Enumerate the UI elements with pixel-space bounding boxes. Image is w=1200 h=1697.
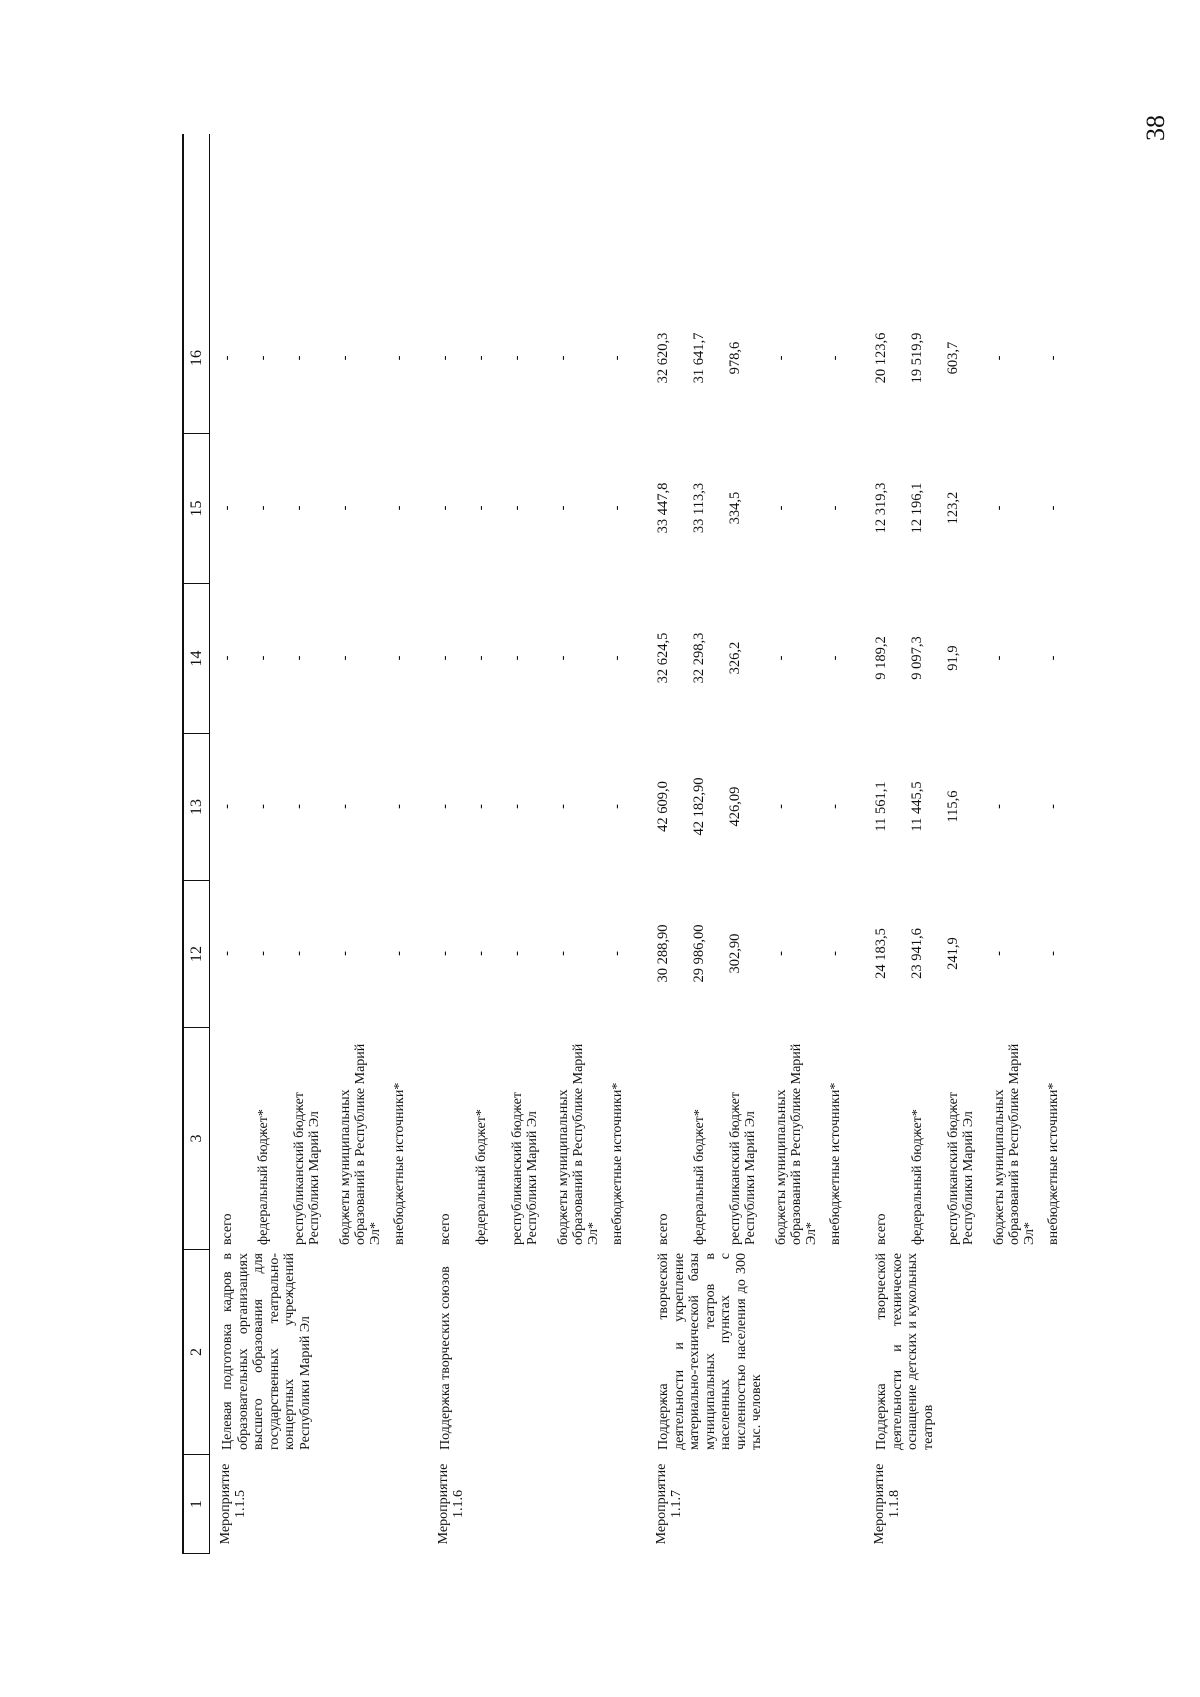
value-cell: 241,9: [945, 937, 961, 970]
funding-source: республиканский бюджет Республики Марий Эл: [510, 1092, 540, 1245]
value-cell: -: [391, 951, 407, 956]
value-cell: 302,90: [727, 933, 743, 974]
value-cell: 42 182,90: [691, 777, 707, 836]
table-row: [936, 283, 982, 1249]
value-cell: -: [991, 804, 1007, 809]
value-cell: -: [255, 655, 271, 661]
funding-source: федеральный бюджет*: [256, 1109, 271, 1245]
value-cell: -: [437, 355, 453, 361]
value-cell: -: [991, 655, 1007, 661]
value-cell: -: [337, 951, 353, 956]
funding-source: республиканский бюджет Республики Марий Эл: [292, 1092, 322, 1245]
value-cell: -: [255, 804, 271, 809]
value-cell: -: [1045, 951, 1061, 956]
value-cell: -: [609, 655, 625, 661]
value-cell: -: [991, 505, 1007, 511]
table-group: [646, 134, 864, 1554]
value-cell: -: [1045, 505, 1061, 511]
value-cell: 20 123,6: [873, 332, 889, 384]
value-cell: -: [255, 951, 271, 956]
funding-source: бюджеты муниципальных образований в Республике Марий Эл*: [774, 1043, 819, 1245]
funding-source: федеральный бюджет*: [474, 1109, 489, 1245]
measure-id-cell: [646, 1454, 864, 1554]
value-cell: -: [473, 505, 489, 511]
table-row: [864, 283, 900, 1249]
value-cell: 29 986,00: [691, 924, 707, 983]
value-cell: -: [255, 355, 271, 361]
table-row: [246, 283, 282, 1249]
value-cell: -: [337, 355, 353, 361]
funding-source: внебюджетные источники*: [1046, 1082, 1061, 1245]
table-header: [182, 134, 210, 1554]
value-cell: -: [827, 951, 843, 956]
header-cell: 12: [184, 880, 209, 1027]
measure-id: Мероприятие 1.1.5: [218, 1463, 248, 1545]
budget-table: [182, 134, 1172, 1554]
value-cell: -: [473, 951, 489, 956]
value-cell: 32 620,3: [655, 332, 671, 384]
header-cell: 2: [184, 1249, 209, 1454]
value-cell: -: [473, 804, 489, 809]
funding-source: федеральный бюджет*: [692, 1109, 707, 1245]
value-cell: -: [509, 505, 525, 511]
table-group: [428, 134, 646, 1554]
measure-name: Поддержка творческой деятельности и техническое оснащение детских и кукольных театров: [874, 1253, 936, 1450]
value-cell: -: [437, 951, 453, 956]
table-row: [546, 283, 600, 1249]
value-cell: -: [991, 355, 1007, 361]
value-cell: -: [555, 655, 571, 661]
measure-name: Поддержка творческих союзов: [438, 1266, 453, 1450]
table-row: [900, 283, 936, 1249]
value-cell: -: [291, 505, 307, 511]
value-cell: 30 288,90: [655, 924, 671, 983]
measure-name: Целевая подготовка кадров в образовательных организациях высшего образования для государственных театрально-концертных учреждений Республики Марий Эл: [220, 1253, 313, 1450]
value-cell: -: [555, 505, 571, 511]
value-cell: -: [473, 655, 489, 661]
table-row: [210, 283, 246, 1249]
table-group: [864, 134, 1082, 1554]
value-cell: 12 319,3: [873, 482, 889, 534]
value-cell: -: [827, 804, 843, 809]
value-cell: -: [291, 355, 307, 361]
header-cell: 3: [184, 1027, 209, 1249]
value-cell: 426,09: [727, 786, 743, 827]
value-cell: -: [609, 951, 625, 956]
value-cell: 33 113,3: [691, 482, 707, 534]
value-cell: -: [773, 804, 789, 809]
value-cell: -: [437, 804, 453, 809]
value-cell: 11 445,5: [909, 781, 925, 832]
value-cell: -: [509, 355, 525, 361]
value-cell: -: [219, 804, 235, 809]
funding-source: всего: [220, 1213, 235, 1245]
value-cell: -: [773, 355, 789, 361]
funding-source: бюджеты муниципальных образований в Республике Марий Эл*: [992, 1043, 1037, 1245]
page-number: 38: [1141, 115, 1170, 141]
value-cell: 91,9: [945, 645, 961, 671]
table-row: [764, 283, 818, 1249]
value-cell: -: [337, 505, 353, 511]
value-cell: -: [391, 355, 407, 361]
table-row: [382, 283, 428, 1249]
funding-source: всего: [874, 1213, 889, 1245]
funding-source: внебюджетные источники*: [392, 1082, 407, 1245]
value-cell: -: [773, 655, 789, 661]
table-row: [500, 283, 546, 1249]
value-cell: -: [555, 355, 571, 361]
value-cell: -: [509, 655, 525, 661]
table-row: [328, 283, 382, 1249]
value-cell: -: [437, 505, 453, 511]
header-cell: 16: [188, 350, 205, 366]
value-cell: -: [391, 804, 407, 809]
table-row: [682, 283, 718, 1249]
measure-id-cell: [428, 1454, 646, 1554]
table-row: [718, 283, 764, 1249]
funding-source: федеральный бюджет*: [910, 1109, 925, 1245]
funding-source: всего: [656, 1213, 671, 1245]
measure-name: Поддержка творческой деятельности и укрепление материально-технической базы муниципальных театров в населенных пунктах с численностью населения до 300 тыс. человек: [656, 1253, 764, 1450]
value-cell: -: [391, 505, 407, 511]
funding-source: республиканский бюджет Республики Марий Эл: [728, 1092, 758, 1245]
value-cell: -: [1045, 355, 1061, 361]
value-cell: -: [291, 655, 307, 661]
value-cell: 12 196,1: [909, 482, 925, 534]
header-cell: 15: [184, 433, 209, 583]
value-cell: -: [255, 505, 271, 511]
funding-source: всего: [438, 1213, 453, 1245]
value-cell: 123,2: [945, 491, 961, 525]
value-cell: 24 183,5: [873, 928, 889, 979]
value-cell: -: [291, 951, 307, 956]
value-cell: -: [773, 505, 789, 511]
value-cell: -: [609, 505, 625, 511]
value-cell: -: [609, 804, 625, 809]
table-row: [428, 283, 464, 1249]
value-cell: 42 609,0: [655, 781, 671, 832]
value-cell: -: [555, 804, 571, 809]
funding-source: внебюджетные источники*: [828, 1082, 843, 1245]
value-cell: -: [773, 951, 789, 956]
value-cell: 9 097,3: [909, 636, 925, 680]
value-cell: -: [827, 505, 843, 511]
measure-id: Мероприятие 1.1.6: [436, 1463, 466, 1545]
funding-source: бюджеты муниципальных образований в Республике Марий Эл*: [338, 1043, 383, 1245]
table-row: [646, 283, 682, 1249]
value-cell: 115,6: [945, 790, 961, 823]
value-cell: -: [509, 804, 525, 809]
table-row: [982, 283, 1036, 1249]
measure-id-cell: [864, 1454, 1082, 1554]
table-row: [818, 283, 864, 1249]
table-row: [600, 283, 646, 1249]
value-cell: -: [337, 655, 353, 661]
value-cell: 23 941,6: [909, 928, 925, 979]
value-cell: 9 189,2: [873, 636, 889, 680]
header-cell: 14: [184, 583, 209, 733]
value-cell: -: [1045, 655, 1061, 661]
value-cell: -: [437, 655, 453, 661]
value-cell: -: [827, 655, 843, 661]
funding-source: внебюджетные источники*: [610, 1082, 625, 1245]
value-cell: -: [473, 355, 489, 361]
value-cell: 334,5: [727, 491, 743, 525]
value-cell: -: [219, 951, 235, 956]
table-body: [210, 134, 1082, 1554]
table-row: [1036, 283, 1082, 1249]
header-cell: 13: [184, 733, 209, 880]
value-cell: -: [991, 951, 1007, 956]
value-cell: -: [1045, 804, 1061, 809]
table-row: [464, 283, 500, 1249]
value-cell: -: [555, 951, 571, 956]
funding-source: бюджеты муниципальных образований в Республике Марий Эл*: [556, 1043, 601, 1245]
header-cell: 1: [184, 1454, 209, 1554]
value-cell: 31 641,7: [691, 332, 707, 384]
value-cell: -: [219, 505, 235, 511]
value-cell: -: [609, 355, 625, 361]
measure-id: Мероприятие 1.1.7: [654, 1463, 684, 1545]
value-cell: 32 298,3: [691, 632, 707, 684]
value-cell: 19 519,9: [909, 332, 925, 384]
value-cell: 11 561,1: [873, 781, 889, 832]
funding-source: республиканский бюджет Республики Марий Эл: [946, 1092, 976, 1245]
table-group: [210, 134, 428, 1554]
value-cell: 33 447,8: [655, 482, 671, 534]
measure-id-cell: [210, 1454, 428, 1554]
table-row: [282, 283, 328, 1249]
value-cell: -: [509, 951, 525, 956]
value-cell: -: [219, 355, 235, 361]
value-cell: -: [337, 804, 353, 809]
value-cell: -: [219, 655, 235, 661]
value-cell: -: [391, 655, 407, 661]
value-cell: -: [291, 804, 307, 809]
value-cell: 978,6: [727, 341, 743, 375]
value-cell: 32 624,5: [655, 632, 671, 684]
value-cell: 603,7: [945, 341, 961, 375]
value-cell: 326,2: [727, 641, 743, 675]
value-cell: -: [827, 355, 843, 361]
measure-id: Мероприятие 1.1.8: [872, 1463, 902, 1545]
